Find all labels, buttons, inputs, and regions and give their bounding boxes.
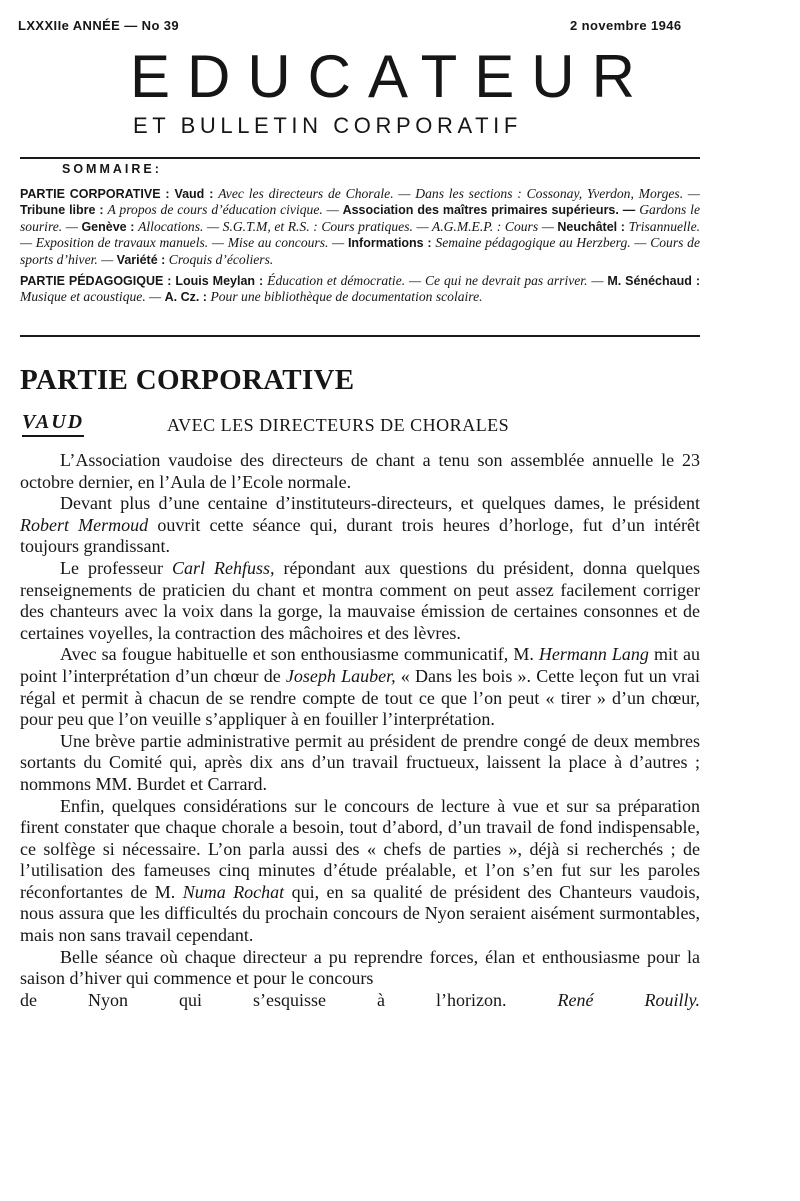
article-closing: Belle séance où chaque directeur a pu reprendre forces, élan et enthousiasme pour la saison d’hiver qui commence et pour le concours [20,946,700,989]
italic-run: Éducation et démocratie. — Ce qui ne devrait pas arriver. — [267,272,608,288]
text-run: mit au point l’interprétation d’un chœur de [20,644,700,686]
masthead-title: EDUCATEUR [130,43,652,110]
text-run: Enfin, quelques considérations sur le concours de lecture à vue et sur sa préparation firent constater que chaque chorale a besoin, tout d’abord, d’un travail de fond indispensable, ce solfège si nécessaire. L’on parla aussi des « chefs de parties », déjà si recherchés ; de l’utilisation des fameuses cinq minutes d’étude préalable, et l’on s’en fut sur les paroles réconfortantes de M. [20,795,700,902]
italic-run: Avec les directeurs de Chorale. — Dans les sections : Cossonay, Yverdon, Morges. — [218,185,700,201]
bold-run: Neuchâtel : [557,219,629,234]
bold-run: Association des maîtres primaires supérieurs. — [342,203,640,218]
italic-run: Robert Mermoud [20,514,149,535]
canton-label: VAUD [22,411,84,437]
bold-run: Tribune libre : [20,203,108,218]
sommaire-heading: SOMMAIRE: [62,162,162,176]
sommaire-corporative [20,186,700,269]
article-title: AVEC LES DIRECTEURS DE CHORALES [167,415,510,435]
masthead-subtitle: ET BULLETIN CORPORATIF [133,113,522,138]
italic-run: Numa Rochat [182,881,285,902]
author-signature: René Rouilly. [557,989,701,1010]
bottom-divider [20,335,700,337]
issue-date: 2 novembre 1946 [570,18,682,33]
article-paragraph [20,731,700,796]
bold-run: Variété : [116,252,169,267]
top-divider [20,157,700,159]
italic-run: Carl Rehfuss, [171,557,275,578]
bold-run: PARTIE CORPORATIVE : Vaud : [20,186,219,201]
bold-run: Informations : [347,236,436,251]
italic-run: Pour une bibliothèque de documentation scolaire. [210,289,483,305]
article-paragraph [20,493,700,558]
italic-run: Semaine pédagogique au Herzberg. — Cours de sports d’hiver. — [20,235,700,267]
section-title: PARTIE CORPORATIVE [20,364,355,396]
text-run: qui, en sa qualité de président des Chanteurs vaudois, nous assura que les difficultés du prochain concours de Nyon seraient aisément surmontables, mais non sans travail cependant. [20,881,700,946]
italic-run: Musique et acoustique. — [20,289,165,305]
text-run: L’Association vaudoise des directeurs de chant a tenu son assemblée annuelle le 23 octobre dernier, en l’Aula de l’Ecole normale. [20,450,700,492]
text-run: Devant plus d’une centaine d’instituteurs-directeurs, et quelques dames, le président [60,493,700,514]
bold-run: A. Cz. : [164,290,211,305]
italic-run: Allocations. — S.G.T.M, et R.S. : Cours pratiques. — A.G.M.E.P. : Cours — [138,218,558,234]
bold-run: Genève : [81,219,139,234]
italic-run: Joseph Lauber, [285,665,396,686]
text-run: répondant aux questions du président, donna quelques renseignements de praticien du chant et montra comment on peut assez facilement corriger des chanteurs avec la voix dans la gorge, la mauvaise émission de certaines consonnes et de certaines voyelles, la contraction des mâchoires et des lèvres. [20,557,700,643]
italic-run: Hermann Lang [538,644,649,665]
article-paragraph [20,644,700,730]
table-of-contents [20,162,700,310]
article-paragraph [20,558,700,644]
closing-line [20,990,700,1012]
text-run: Avec sa fougue habituelle et son enthousiasme communicatif, M. [60,644,539,665]
bold-run: M. Sénéchaud : [607,273,700,288]
closing-last-line: de Nyon qui s’esquisse à l’horizon. [20,989,507,1010]
text-run: Le professeur [60,557,172,578]
article-paragraph [20,450,700,493]
sommaire-pedagogique [20,273,700,306]
bold-run: PARTIE PÉDAGOGIQUE : Louis Meylan : [20,273,268,288]
text-run: Une brève partie administrative permit au président de prendre congé de deux membres sortants du Comité qui, après dix ans d’un travail fructueux, laissent la place à d’autres ; nommons MM. Burdet et Carrard. [20,730,700,794]
italic-run: A propos de cours d’éducation civique. — [107,202,343,218]
issue-number: LXXXIIe ANNÉE — No 39 [18,18,180,33]
text-run: « Dans les bois ». Cette leçon fut un vrai régal et permit à chacun de se rendre compte de tout ce que l’on peut « tirer » d’un chœur, pour peu que l’on veuille s’appliquer à en fouiller l’interprétation. [20,665,700,730]
italic-run: Gardons le sourire. — [20,202,700,234]
italic-run: Croquis d’écoliers. [168,251,274,267]
article-paragraph [20,796,700,947]
italic-run: Trisannuelle. — Exposition de travaux manuels. — Mise au concours. — [20,218,701,251]
article-body [20,450,700,1011]
text-run: ouvrit cette séance qui, durant trois heures d’horloge, fut d’un intérêt toujours grandissant. [20,514,700,557]
